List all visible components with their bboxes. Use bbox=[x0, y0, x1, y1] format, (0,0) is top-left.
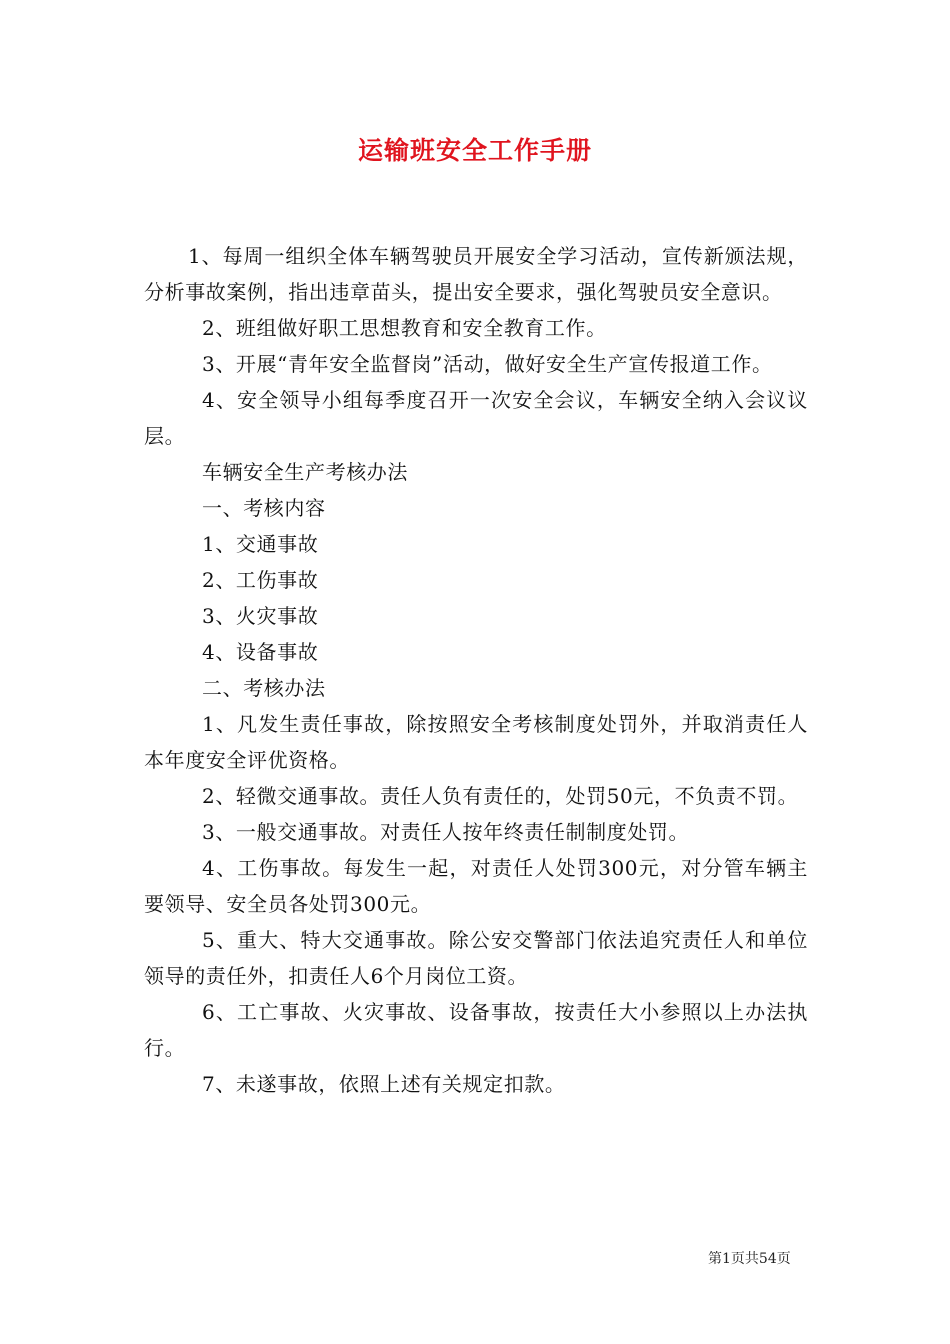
paragraph: 4、安全领导小组每季度召开一次安全会议，车辆安全纳入会议议层。 bbox=[144, 388, 808, 448]
paragraph: 4、工伤事故。每发生一起，对责任人处罚300元，对分管车辆主要领导、安全员各处罚300元。 bbox=[144, 856, 808, 916]
paragraph: 3、开展“青年安全监督岗”活动，做好安全生产宣传报道工作。 bbox=[202, 352, 773, 376]
paragraph: 3、一般交通事故。对责任人按年终责任制制度处罚。 bbox=[202, 820, 690, 844]
paragraph: 6、工亡事故、火灾事故、设备事故，按责任大小参照以上办法执行。 bbox=[144, 1000, 808, 1060]
list-item: 3、火灾事故 bbox=[202, 604, 319, 628]
document-body bbox=[144, 238, 808, 1102]
page-number: 第1页共54页 bbox=[708, 1251, 791, 1267]
section-heading: 二、考核办法 bbox=[202, 676, 326, 700]
paragraph: 2、班组做好职工思想教育和安全教育工作。 bbox=[202, 316, 607, 340]
list-item: 4、设备事故 bbox=[202, 640, 319, 664]
paragraph: 1、每周一组织全体车辆驾驶员开展安全学习活动，宣传新颁法规，分析事故案例，指出违章苗头，提出安全要求，强化驾驶员安全意识。 bbox=[144, 244, 808, 304]
list-item: 2、工伤事故 bbox=[202, 568, 319, 592]
section-heading: 一、考核内容 bbox=[202, 496, 326, 520]
paragraph: 1、凡发生责任事故，除按照安全考核制度处罚外，并取消责任人本年度安全评优资格。 bbox=[144, 712, 808, 772]
section-heading: 车辆安全生产考核办法 bbox=[202, 460, 408, 484]
paragraph: 7、未遂事故，依照上述有关规定扣款。 bbox=[202, 1072, 566, 1096]
paragraph: 5、重大、特大交通事故。除公安交警部门依法追究责任人和单位领导的责任外，扣责任人6个月岗位工资。 bbox=[144, 928, 808, 988]
paragraph: 2、轻微交通事故。责任人负有责任的，处罚50元，不负责不罚。 bbox=[202, 784, 799, 808]
list-item: 1、交通事故 bbox=[202, 532, 319, 556]
document-title: 运输班安全工作手册 bbox=[357, 136, 592, 165]
